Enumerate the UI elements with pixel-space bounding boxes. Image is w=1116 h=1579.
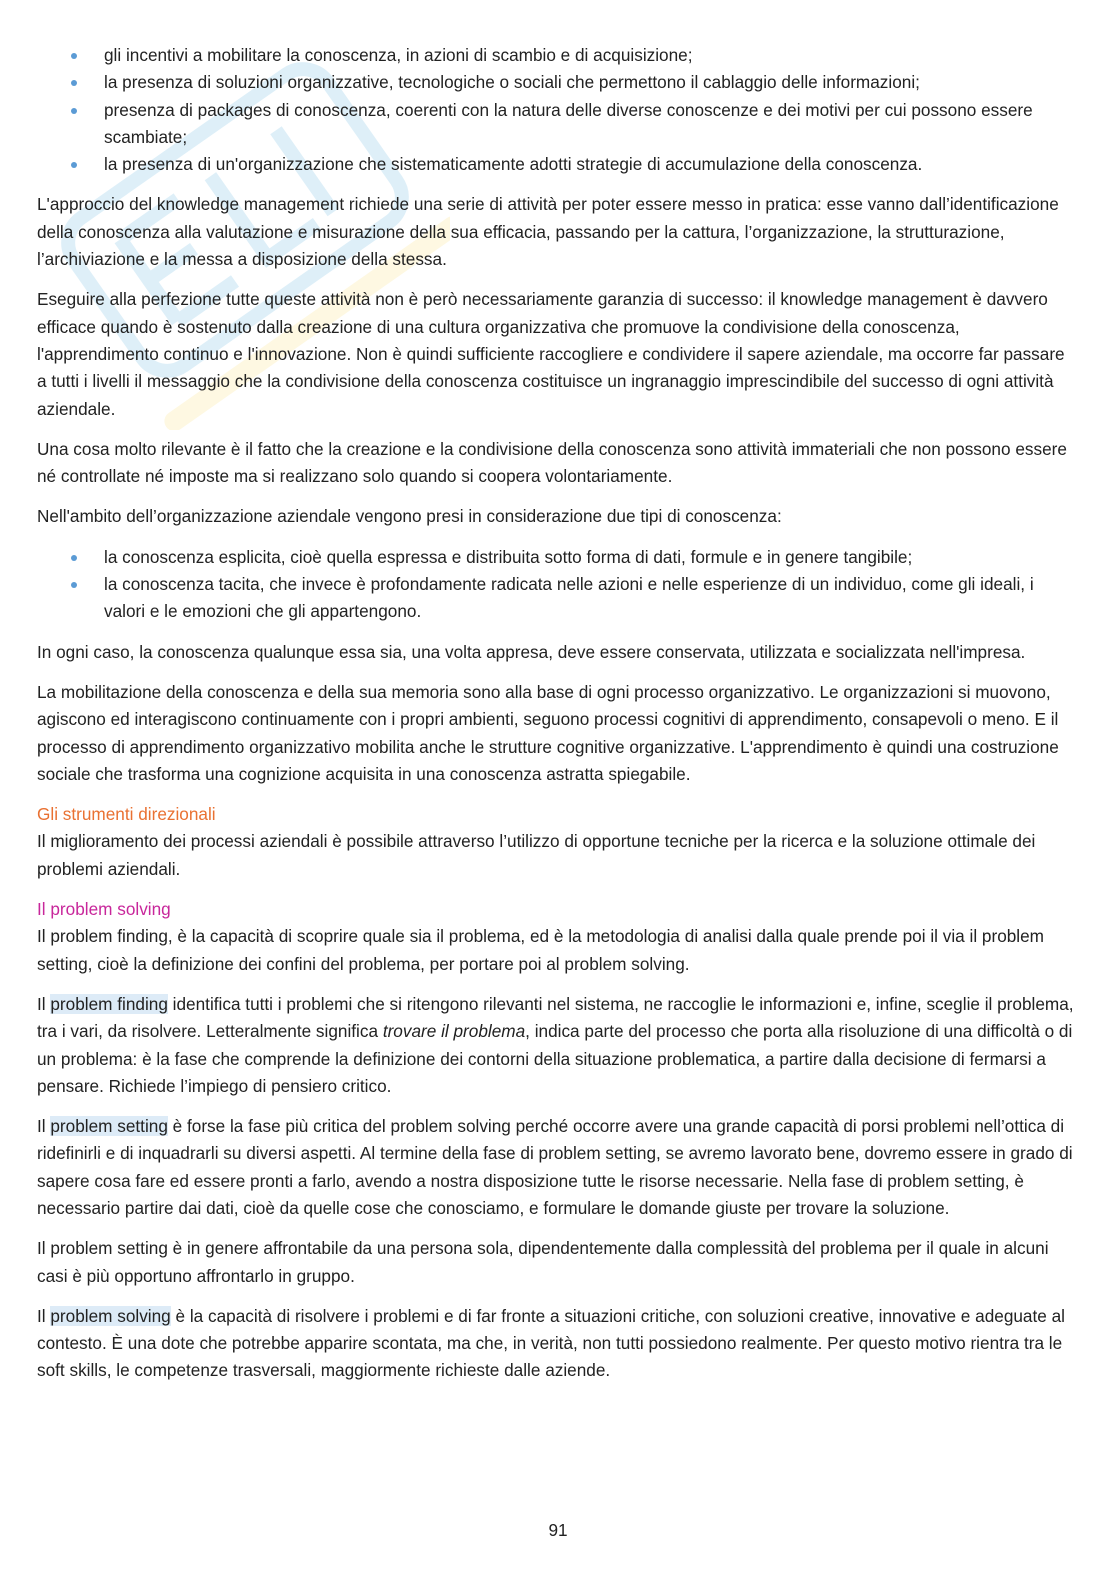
list-item: la presenza di soluzioni organizzative, tecnologiche o sociali che permettono il cablaggio delle informazioni;	[37, 69, 1077, 96]
paragraph: La mobilitazione della conoscenza e della sua memoria sono alla base di ogni processo organizzativo. Le organizzazioni si muovono, agiscono ed interagiscono continuamente con i propri ambienti, seguono processi cognitivi di apprendimento, consapevoli o meno. E il processo di apprendimento organizzativo mobilita anche le strutture cognitive organizzative. L'apprendimento è quindi una costruzione sociale che trasforma una cognizione acquisita in una conoscenza astratta spiegabile.	[37, 681, 1059, 784]
paragraph: L'approccio del knowledge management richiede una serie di attività per poter essere messo in pratica: esse vanno dall’identificazione della conoscenza alla valutazione e misurazione della sua efficacia, passando per la cattura, l’organizzazione, la strutturazione, l’archiviazione e la messa a disposizione della stessa.	[37, 194, 1059, 270]
list-item: la presenza di un'organizzazione che sistematicamente adotti strategie di accumulazione della conoscenza.	[37, 151, 1077, 178]
subsection-heading: Il problem solving	[37, 899, 171, 920]
section-heading: Gli strumenti direzionali	[37, 804, 216, 825]
paragraph-problem-finding: Il problem finding identifica tutti i problemi che si ritengono rilevanti nel sistema, ne raccoglie le informazioni e, infine, sceglie il problema, tra i vari, da risolvere. Letteralmente significa trovare il problema, indica parte del processo che porta alla risoluzione di una difficoltà o di un problema: è la fase che comprende la definizione dei contorni della situazione problematica, a partire dalla decisione di fermarsi a pensare. Richiede l’impiego di pensiero critico.	[37, 993, 1074, 1096]
paragraph: Una cosa molto rilevante è il fatto che la creazione e la condivisione della conoscenza sono attività immateriali che non possono essere né controllate né imposte ma si realizzano solo quando si coopera volontariamente.	[37, 438, 1067, 487]
highlighted-term: problem finding	[50, 993, 168, 1014]
paragraph-problem-solving: Il problem solving è la capacità di risolvere i problemi e di far fronte a situazioni critiche, con soluzioni creative, innovative e adeguate al contesto. È una dote che potrebbe apparire scontata, ma che, in verità, non tutti possiedono realmente. Per questo motivo rientra tra le soft skills, le competenze trasversali, maggiormente richieste dalle aziende.	[37, 1305, 1065, 1381]
paragraph: Il problem finding, è la capacità di scoprire quale sia il problema, ed è la metodologia di analisi dalla quale prende poi il via il problem setting, cioè la definizione dei confini del problema, per portare poi al problem solving.	[37, 926, 1045, 974]
list-item: la conoscenza esplicita, cioè quella espressa e distribuita sotto forma di dati, formule e in genere tangibile;	[37, 544, 1077, 571]
paragraph: Il problem setting è in genere affrontabile da una persona sola, dipendentemente dalla complessità del problema per il quale in alcuni casi è più opportuno affrontarlo in gruppo.	[37, 1238, 1049, 1286]
page-content	[37, 42, 1077, 1398]
highlighted-term: problem solving	[50, 1305, 171, 1326]
bullet-list-knowledge-factors	[37, 42, 1077, 178]
paragraph-problem-setting: Il problem setting è forse la fase più critica del problem solving perché occorre avere una grande capacità di porsi problemi nell’ottica di ridefinirli e di inquadrarli su diversi aspetti. Al termine della fase di problem setting, se avremo lavorato bene, dovremo essere in grado di sapere cosa fare ed essere pronti a farlo, avendo a nostra disposizione tutte le risorse necessarie. Nella fase di problem setting, è necessario partire dai dati, cioè da quelle cose che conosciamo, e formulare le domande giuste per trovare la soluzione.	[37, 1116, 1073, 1218]
highlighted-term: problem setting	[50, 1116, 168, 1137]
list-item: presenza di packages di conoscenza, coerenti con la natura delle diverse conoscenze e dei motivi per cui possono essere scambiate;	[37, 97, 1077, 152]
paragraph: Eseguire alla perfezione tutte queste attività non è però necessariamente garanzia di successo: il knowledge management è davvero efficace quando è sostenuto dalla creazione di una cultura organizzativa che promuove la condivisione della conoscenza, l'apprendimento continuo e l'innovazione. Non è quindi sufficiente raccogliere e condividere il sapere aziendale, ma occorre far passare a tutti i livelli il messaggio che la condivisione della conoscenza costituisce un ingranaggio imprescindibile del successo di ogni attività aziendale.	[37, 289, 1065, 419]
list-item: la conoscenza tacita, che invece è profondamente radicata nelle azioni e nelle esperienze di un individuo, come gli ideali, i valori e le emozioni che gli appartengono.	[37, 571, 1077, 626]
paragraph: Nell'ambito dell’organizzazione aziendale vengono presi in considerazione due tipi di conoscenza:	[37, 506, 782, 527]
list-item: gli incentivi a mobilitare la conoscenza, in azioni di scambio e di acquisizione;	[37, 42, 1077, 69]
italic-phrase: trovare il problema	[382, 1021, 526, 1042]
page-number: 91	[548, 1520, 568, 1540]
bullet-list-knowledge-types	[37, 544, 1077, 626]
paragraph: In ogni caso, la conoscenza qualunque essa sia, una volta appresa, deve essere conservata, utilizzata e socializzata nell'impresa.	[37, 641, 1026, 662]
paragraph: Il miglioramento dei processi aziendali è possibile attraverso l’utilizzo di opportune tecniche per la ricerca e la soluzione ottimale dei problemi aziendali.	[37, 831, 1036, 879]
